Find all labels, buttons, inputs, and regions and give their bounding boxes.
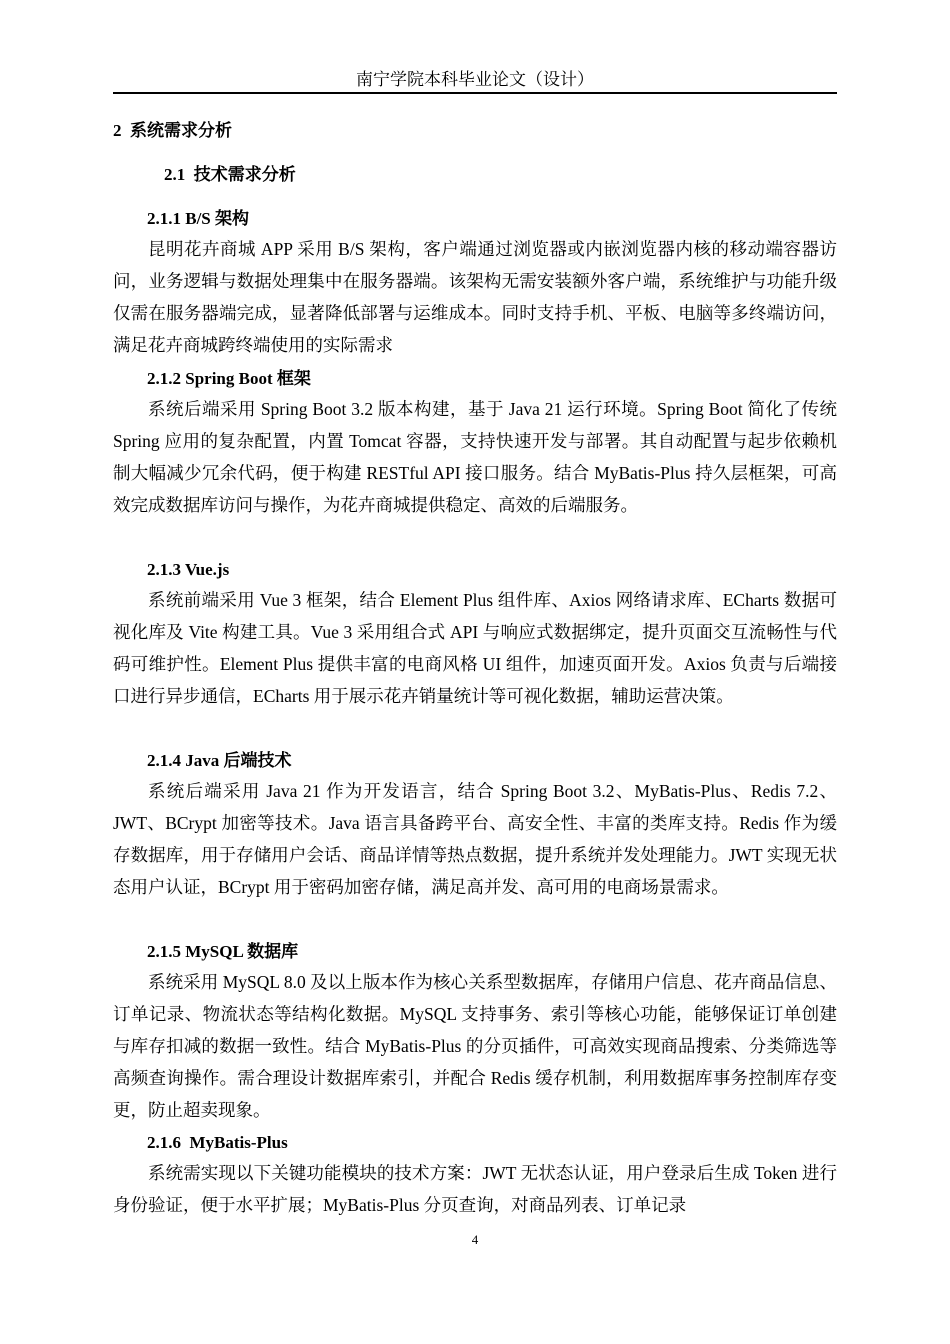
paragraph-spring-boot: 系统后端采用 Spring Boot 3.2 版本构建，基于 Java 21 运行环境。Spring Boot 简化了传统 Spring 应用的复杂配置，内置 Tomcat 容器，支持快速开发与部署。其自动配置与起步依赖机制大幅减少冗余代码，便于构建 RESTful API 接口服务。结合 MyBatis-Plus 持久层框架，可高效完成数据库访问与操作，为花卉商城提供稳定、高效的后端服务。: [113, 399, 837, 515]
paragraph-mysql: 系统采用 MySQL 8.0 及以上版本作为核心关系型数据库，存储用户信息、花卉商品信息、订单记录、物流状态等结构化数据。MySQL 支持事务、索引等核心功能，能够保证订单创建与库存扣减的数据一致性。结合 MyBatis-Plus 的分页插件，可高效实现商品搜索、分类筛选等高频查询操作。需合理设计数据库索引，并配合 Redis 缓存机制，利用数据库事务控制库存变更，防止超卖现象。: [113, 972, 837, 1120]
subsection-heading-bs: 2.1.1 B/S 架构: [147, 209, 250, 228]
subsection-heading-mybatis-plus: 2.1.6 MyBatis-Plus: [147, 1133, 288, 1152]
paragraph-vue: 系统前端采用 Vue 3 框架，结合 Element Plus 组件库、Axios 网络请求库、ECharts 数据可视化库及 Vite 构建工具。Vue 3 采用组合式 API 与响应式数据绑定，提升页面交互流畅性与代码可维护性。Element Plus 提供丰富的电商风格 UI 组件，加速页面开发。Axios 负责与后端接口进行异步通信，ECharts 用于展示花卉销量统计等可视化数据，辅助运营决策。: [113, 590, 837, 706]
header-divider: [113, 92, 837, 94]
subsection-heading-spring-boot: 2.1.2 Spring Boot 框架: [147, 369, 311, 388]
paragraph-mybatis-plus: 系统需实现以下关键功能模块的技术方案：JWT 无状态认证，用户登录后生成 Token 进行身份验证，便于水平扩展；MyBatis-Plus 分页查询，对商品列表、订单记录: [113, 1163, 837, 1215]
subsection-heading-java: 2.1.4 Java 后端技术: [147, 751, 292, 770]
subsection-heading-vue: 2.1.3 Vue.js: [147, 560, 230, 579]
section-heading: 2.1 技术需求分析: [164, 165, 296, 184]
header-title: 南宁学院本科毕业论文（设计）: [356, 70, 594, 89]
paragraph-java: 系统后端采用 Java 21 作为开发语言，结合 Spring Boot 3.2、MyBatis-Plus、Redis 7.2、JWT、BCrypt 加密等技术。Java 语言具备跨平台、高安全性、丰富的类库支持。Redis 作为缓存数据库，用于存储用户会话、商品详情等热点数据，提升系统并发处理能力。JWT 实现无状态用户认证，BCrypt 用于密码加密存储，满足高并发、高可用的电商场景需求。: [113, 781, 837, 897]
subsection-heading-mysql: 2.1.5 MySQL 数据库: [147, 942, 299, 961]
paragraph-bs: 昆明花卉商城 APP 采用 B/S 架构，客户端通过浏览器或内嵌浏览器内核的移动端容器访问，业务逻辑与数据处理集中在服务器端。该架构无需安装额外客户端，系统维护与功能升级仅需在服务器端完成，显著降低部署与运维成本。同时支持手机、平板、电脑等多终端访问，满足花卉商城跨终端使用的实际需求: [113, 239, 837, 355]
chapter-heading: 2 系统需求分析: [113, 121, 232, 140]
page-number: 4: [471, 1232, 479, 1247]
